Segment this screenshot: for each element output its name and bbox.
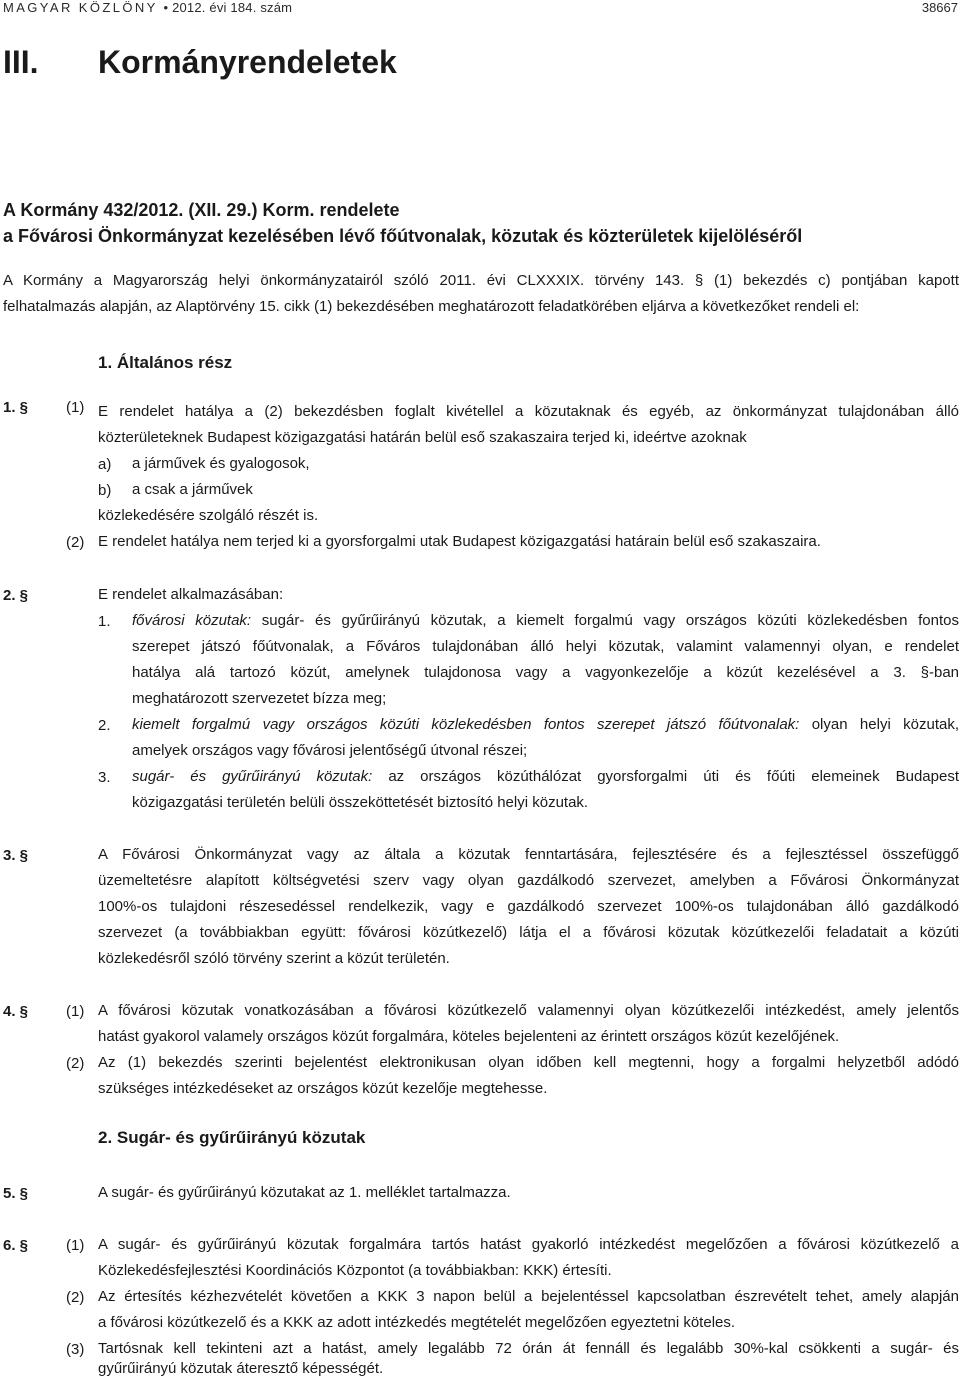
preamble-line1: A Kormány a Magyarország helyi önkormányzatairól szóló 2011. évi CLXXXIX. törvény 143. § (1) bekezdés c) pontjában kapott: [3, 272, 959, 289]
section-2-label: 2. §: [3, 587, 29, 604]
s6-para1-line2: Közlekedésfejlesztési Koordinációs Központot (a továbbiakban: KKK) értesíti.: [98, 1262, 612, 1279]
s1-para1-line2: közterületeknek Budapest közigazgatási határán belül eső szakaszaira terjed ki, ideértve azoknak: [98, 429, 747, 446]
journal-name: MAGYAR KÖZLÖNY: [3, 0, 158, 15]
chapter-title: Kormányrendeletek: [98, 44, 397, 80]
chapter-roman: III.: [3, 44, 39, 80]
s3-line4: szervezet (a továbbiakban együtt: fővárosi közútkezelő) látja el a fővárosi közutak közútkezelői feladatait a közúti: [98, 924, 959, 941]
s6-para1-num: (1): [66, 1237, 85, 1254]
s2-item3-num: 3.: [98, 769, 111, 786]
s2-item1-term: fővárosi közutak:: [132, 612, 252, 629]
s6-para1-line1: A sugár- és gyűrűirányú közutak forgalmára tartós hatást gyakorló intézkedést megelőzően a fővárosi közútkezelő a: [98, 1236, 959, 1253]
section-5-label: 5. §: [3, 1185, 29, 1202]
section-3-label: 3. §: [3, 847, 29, 864]
s2-item1-line1-text: sugár- és gyűrűirányú közutak, a kiemelt forgalmú vagy országos közúti közlekedésben fontos: [261, 612, 959, 629]
s1-item-a: a járművek és gyalogosok,: [132, 455, 310, 472]
s2-item2-num: 2.: [98, 717, 111, 734]
journal-issue: [3, 0, 292, 15]
chapter-heading: [3, 44, 397, 81]
s2-item2-term: kiemelt forgalmú vagy országos közúti közlekedésben fontos szerepet játszó főútvonalak:: [132, 716, 800, 733]
part2-heading: 2. Sugár- és gyűrűirányú közutak: [98, 1128, 366, 1147]
s1-item-b-num: b): [98, 482, 112, 499]
s4-para2-num: (2): [66, 1055, 85, 1072]
s1-para2: E rendelet hatálya nem terjed ki a gyorsforgalmi utak Budapest közigazgatási határain belül eső szakaszaira.: [98, 533, 821, 550]
s2-item1-num: 1.: [98, 613, 111, 630]
s1-item-a-num: a): [98, 456, 112, 473]
s1-para2-num: (2): [66, 534, 85, 551]
s4-para2-line1: Az (1) bekezdés szerinti bejelentést elektronikusan olyan időben kell megtenni, hogy a forgalmi helyzetből adódó: [98, 1054, 959, 1071]
s2-item2-line1: [132, 712, 959, 738]
s2-item1-line3: hatálya alá tartozó közút, amelynek tulajdonosa vagy a vagyonkezelője a közút kezelésével a 3. §-ban: [132, 664, 959, 681]
s1-para1-line1: E rendelet hatálya a (2) bekezdésben foglalt kivétellel a közutaknak és egyéb, az önkormányzat tulajdonában álló: [98, 403, 959, 420]
s1-item-b: a csak a járművek: [132, 481, 253, 498]
s6-para3-line1: Tartósnak kell tekinteni azt a hatást, amely legalább 72 órán át fennáll és legalább 30%-kal csökkenti a sugár- és: [98, 1340, 959, 1357]
s6-para3-line2: gyűrűirányú közutak áteresztő képességét.: [98, 1360, 384, 1377]
preamble-line2: felhatalmazás alapján, az Alaptörvény 15. cikk (1) bekezdésében meghatározott feladatkörében eljárva a következőket rendeli el:: [3, 298, 860, 315]
s2-item2-line1-text: olyan helyi közutak,: [811, 716, 960, 733]
s4-para2-line2: szükséges intézkedéseket az országos közút kezelője megtehesse.: [98, 1080, 548, 1097]
s2-item1-line2: szerepet játszó főútvonalak, a Főváros tulajdonában álló helyi közutak, valamint valamennyi olyan, e rendelet: [132, 638, 959, 655]
issue-label: • 2012. évi 184. szám: [163, 0, 293, 15]
s6-para2-line2: a fővárosi közútkezelő és a KKK az adott intézkedés megtételét megelőzően egyeztetni köteles.: [98, 1314, 736, 1331]
decree-title-line2: a Fővárosi Önkormányzat kezelésében lévő főútvonalak, közutak és közterületek kijelöléséről: [3, 226, 803, 246]
s4-para1-num: (1): [66, 1003, 85, 1020]
s6-para3-num: (3): [66, 1341, 85, 1358]
s2-item3-line1: [132, 764, 959, 790]
section-6-label: 6. §: [3, 1237, 29, 1254]
s2-item1-line4: meghatározott szervezetet bízza meg;: [132, 690, 387, 707]
section-1-label: 1. §: [3, 399, 29, 416]
s1-para1-num: (1): [66, 399, 85, 416]
s3-line5: közlekedésről szóló törvény szerint a közút területén.: [98, 950, 450, 967]
s4-para1-line2: hatást gyakorol valamely országos közút forgalmára, köteles bejelenteni az érintett országos közút kezelőjének.: [98, 1028, 840, 1045]
part1-heading: 1. Általános rész: [98, 353, 233, 372]
section-4-label: 4. §: [3, 1003, 29, 1020]
running-header: [0, 0, 960, 20]
s1-para1-tail: közlekedésére szolgáló részét is.: [98, 507, 319, 524]
page-number: 38667: [921, 0, 958, 15]
s3-line2: üzemeltetésre alapított költségvetési szerv vagy olyan gazdálkodó szervezet, amelyben a Fővárosi Önkormányzat: [98, 872, 959, 889]
s6-para2-num: (2): [66, 1289, 85, 1306]
s2-item3-term: sugár- és gyűrűirányú közutak:: [132, 768, 373, 785]
s2-item3-line1-text: az országos közúthálózat gyorsforgalmi úti és főúti elemeinek Budapest: [388, 768, 959, 785]
s2-item3-line2: közigazgatási területén belüli összeköttetését biztosító helyi közutak.: [132, 794, 589, 811]
s4-para1-line1: A fővárosi közutak vonatkozásában a fővárosi közútkezelő valamennyi olyan közútkezelői intézkedést, amely jelentős: [98, 1002, 959, 1019]
s2-intro: E rendelet alkalmazásában:: [98, 586, 284, 603]
decree-title-line1: A Kormány 432/2012. (XII. 29.) Korm. rendelete: [3, 200, 400, 220]
s3-line1: A Fővárosi Önkormányzat vagy az általa a közutak fenntartására, fejlesztésére és a fejlesztéssel összefüggő: [98, 846, 959, 863]
s6-para2-line1: Az értesítés kézhezvételét követően a KKK 3 napon belül a bejelentéssel kapcsolatban észrevételt tehet, amely alapján: [98, 1288, 959, 1305]
s5-text: A sugár- és gyűrűirányú közutakat az 1. melléklet tartalmazza.: [98, 1184, 511, 1201]
s2-item2-line2: amelyek országos vagy fővárosi jelentőségű útvonal részei;: [132, 742, 528, 759]
s3-line3: 100%-os tulajdoni részesedéssel rendelkezik, vagy e gazdálkodó szervezet 100%-os tulajdonában álló gazdálkodó: [98, 898, 959, 915]
s2-item1-line1: [132, 608, 959, 634]
